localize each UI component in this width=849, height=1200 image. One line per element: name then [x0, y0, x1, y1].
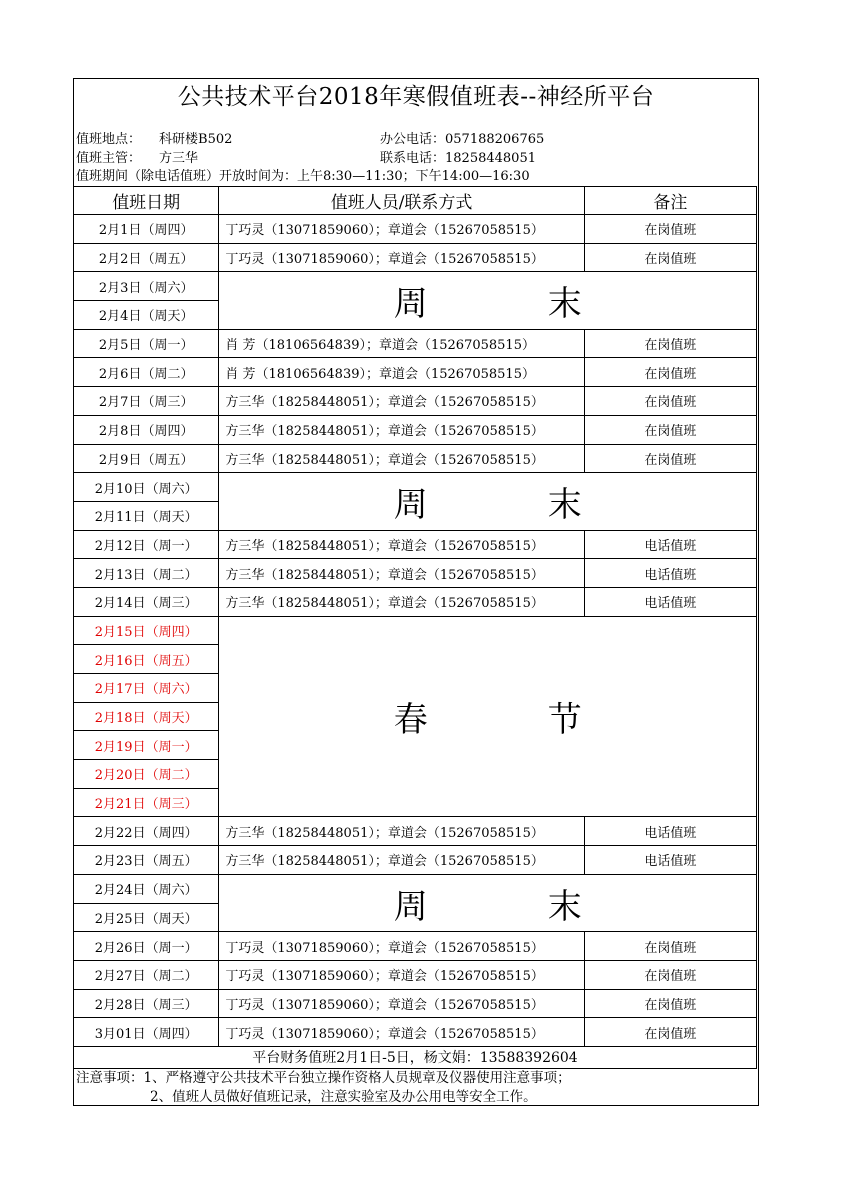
note-cell: 电话值班 [584, 559, 756, 588]
date-cell: 2月28日（周三） [74, 989, 219, 1018]
contact-phone-line [380, 150, 536, 168]
note-cell: 电话值班 [584, 530, 756, 559]
finance-row [74, 1046, 757, 1068]
notes-line-2: 2、值班人员做好值班记录，注意实验室及办公用电等安全工作。 [150, 1089, 537, 1105]
note-cell: 在岗值班 [584, 960, 756, 989]
date-cell: 2月26日（周一） [74, 932, 219, 961]
table-row [74, 243, 757, 272]
date-cell: 2月2日（周五） [74, 243, 219, 272]
table-row [74, 329, 757, 358]
date-cell: 2月18日（周天） [74, 702, 219, 731]
person-cell: 方三华（18258448051）；章道会（15267058515） [219, 817, 584, 846]
date-cell: 2月16日（周五） [74, 645, 219, 674]
note-cell: 在岗值班 [584, 932, 756, 961]
note-cell: 在岗值班 [584, 415, 756, 444]
note-cell: 电话值班 [584, 817, 756, 846]
note-cell: 在岗值班 [584, 387, 756, 416]
note-cell: 在岗值班 [584, 1018, 756, 1047]
date-cell: 2月12日（周一） [74, 530, 219, 559]
header-note: 备注 [584, 187, 756, 215]
date-cell: 2月10日（周六） [74, 473, 219, 502]
date-cell: 2月8日（周四） [74, 415, 219, 444]
contact-phone-label: 联系电话： [380, 151, 446, 166]
date-cell: 2月3日（周六） [74, 272, 219, 301]
person-cell: 方三华（18258448051）；章道会（15267058515） [219, 559, 584, 588]
note-cell: 在岗值班 [584, 989, 756, 1018]
header-date: 值班日期 [74, 187, 219, 215]
merged-text-right: 末 [547, 284, 582, 325]
person-cell: 方三华（18258448051）；章道会（15267058515） [219, 415, 584, 444]
merged-text-right: 末 [547, 484, 582, 525]
date-cell: 2月20日（周二） [74, 760, 219, 789]
table-row [74, 473, 757, 502]
merged-text-left: 周 [393, 484, 428, 525]
table-row [74, 530, 757, 559]
date-cell: 2月6日（周二） [74, 358, 219, 387]
table-row [74, 960, 757, 989]
weekend-cell [219, 874, 757, 931]
header-person: 值班人员/联系方式 [219, 187, 584, 215]
date-cell: 2月14日（周三） [74, 587, 219, 616]
table-row [74, 215, 757, 244]
office-phone-line [380, 131, 544, 149]
person-cell: 肖 芳（18106564839）；章道会（15267058515） [219, 358, 584, 387]
person-cell: 方三华（18258448051）；章道会（15267058515） [219, 444, 584, 473]
person-cell: 方三华（18258448051）；章道会（15267058515） [219, 530, 584, 559]
table-row [74, 616, 757, 645]
supervisor-value: 方三华 [159, 151, 199, 166]
notes-line-1: 注意事项：1、严格遵守公共技术平台独立操作资格人员规章及仪器使用注意事项； [76, 1070, 571, 1086]
date-cell: 2月23日（周五） [74, 846, 219, 875]
date-cell: 2月9日（周五） [74, 444, 219, 473]
weekend-cell [219, 272, 757, 329]
note-cell: 电话值班 [584, 587, 756, 616]
person-cell: 丁巧灵（13071859060）；章道会（15267058515） [219, 243, 584, 272]
office-phone-value: 057188206765 [445, 132, 545, 147]
date-cell: 2月27日（周二） [74, 960, 219, 989]
merged-text-left: 春 [393, 700, 428, 741]
table-row [74, 989, 757, 1018]
note-cell: 在岗值班 [584, 358, 756, 387]
supervisor-line [76, 150, 198, 168]
date-cell: 2月15日（周四） [74, 616, 219, 645]
table-row [74, 444, 757, 473]
table-row [74, 932, 757, 961]
table-row [74, 358, 757, 387]
notes [76, 1069, 571, 1107]
date-cell: 2月24日（周六） [74, 874, 219, 903]
person-cell: 丁巧灵（13071859060）；章道会（15267058515） [219, 932, 584, 961]
person-cell: 方三华（18258448051）；章道会（15267058515） [219, 587, 584, 616]
date-cell: 2月4日（周天） [74, 301, 219, 330]
date-cell: 2月5日（周一） [74, 329, 219, 358]
finance-note: 平台财务值班2月1日-5日，杨文娟：13588392604 [74, 1046, 757, 1068]
date-cell: 2月13日（周二） [74, 559, 219, 588]
contact-phone-value: 18258448051 [445, 151, 536, 166]
date-cell: 2月25日（周天） [74, 903, 219, 932]
person-cell: 丁巧灵（13071859060）；章道会（15267058515） [219, 989, 584, 1018]
note-cell: 在岗值班 [584, 329, 756, 358]
date-cell: 2月19日（周一） [74, 731, 219, 760]
note-cell: 电话值班 [584, 846, 756, 875]
person-cell: 方三华（18258448051）；章道会（15267058515） [219, 387, 584, 416]
office-phone-label: 办公电话： [380, 132, 446, 147]
location-label: 值班地点： [76, 132, 142, 147]
person-cell: 方三华（18258448051）；章道会（15267058515） [219, 846, 584, 875]
table-row [74, 415, 757, 444]
person-cell: 丁巧灵（13071859060）；章道会（15267058515） [219, 1018, 584, 1047]
merged-text-right: 节 [547, 700, 582, 741]
note-cell: 在岗值班 [584, 215, 756, 244]
table-row [74, 387, 757, 416]
date-cell: 2月22日（周四） [74, 817, 219, 846]
note-cell: 在岗值班 [584, 243, 756, 272]
date-cell: 2月7日（周三） [74, 387, 219, 416]
duty-roster-sheet [73, 78, 759, 1106]
table-row [74, 587, 757, 616]
table-row [74, 874, 757, 903]
table-row [74, 846, 757, 875]
date-cell: 2月11日（周天） [74, 501, 219, 530]
supervisor-label: 值班主管： [76, 151, 142, 166]
location-line [76, 131, 232, 149]
duty-table [73, 186, 757, 1069]
merged-text-left: 周 [393, 284, 428, 325]
person-cell: 丁巧灵（13071859060）；章道会（15267058515） [219, 215, 584, 244]
opening-hours: 值班期间（除电话值班）开放时间为：上午8:30—11:30；下午14:00—16:30 [76, 169, 530, 184]
merged-text-right: 末 [547, 886, 582, 927]
page-title: 公共技术平台2018年寒假值班表--神经所平台 [177, 84, 655, 110]
person-cell: 肖 芳（18106564839）；章道会（15267058515） [219, 329, 584, 358]
table-row [74, 559, 757, 588]
table-row [74, 1018, 757, 1047]
weekend-cell [219, 473, 757, 530]
note-cell: 在岗值班 [584, 444, 756, 473]
merged-text-left: 周 [393, 886, 428, 927]
person-cell: 丁巧灵（13071859060）；章道会（15267058515） [219, 960, 584, 989]
date-cell: 2月21日（周三） [74, 788, 219, 817]
table-header-row [74, 187, 757, 215]
date-cell: 2月1日（周四） [74, 215, 219, 244]
table-row [74, 817, 757, 846]
date-cell: 3月01日（周四） [74, 1018, 219, 1047]
date-cell: 2月17日（周六） [74, 674, 219, 703]
location-value: 科研楼B502 [159, 132, 233, 147]
table-row [74, 272, 757, 301]
spring-festival-cell [219, 616, 757, 817]
